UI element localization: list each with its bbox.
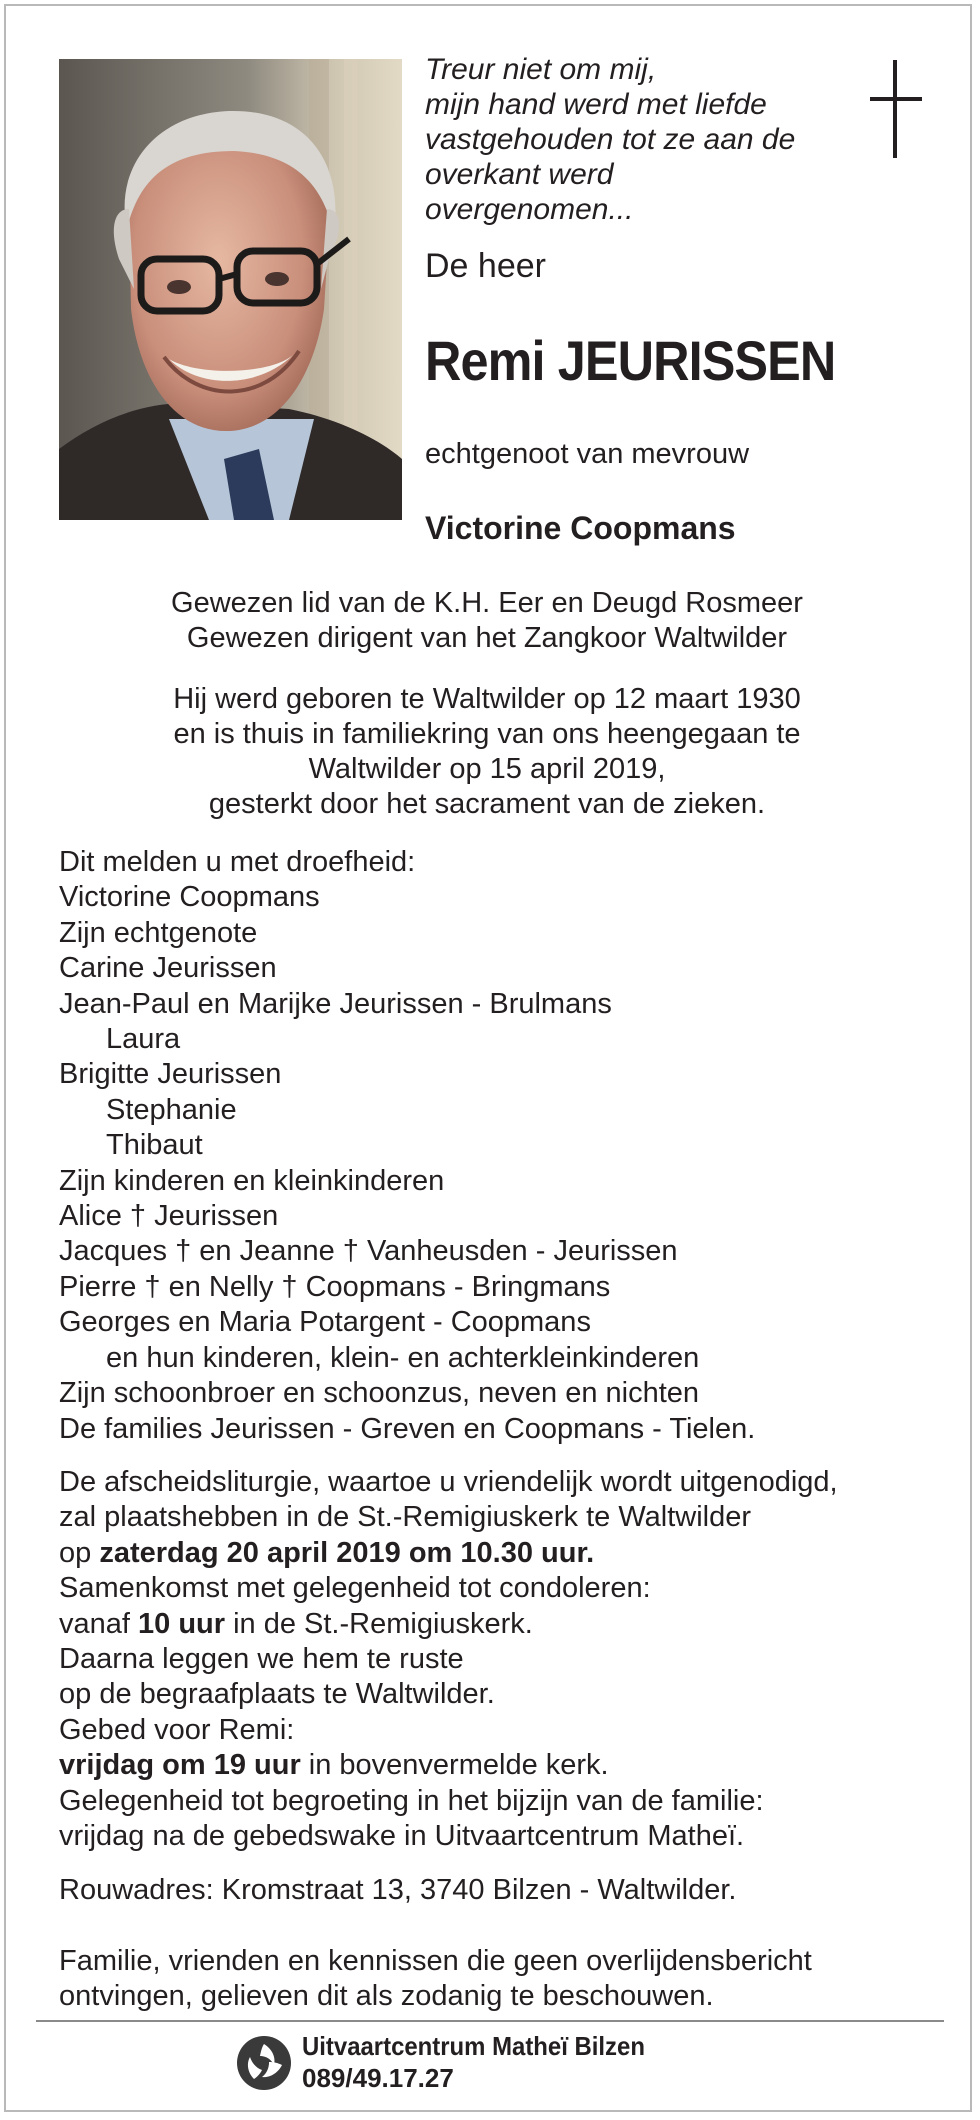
mourner-line: Georges en Maria Potargent - Coopmans <box>59 1306 591 1339</box>
funeral-date-line <box>59 1536 838 1571</box>
poem-line: mijn hand werd met liefde <box>425 88 767 121</box>
notice-line: ontvingen, gelieven dit als zodanig te beschouwen. <box>59 1980 714 2012</box>
notice-block <box>59 1944 812 2014</box>
mourners-list <box>59 845 755 1447</box>
life-line: Waltwilder op 15 april 2019, <box>308 753 666 785</box>
roles-block <box>59 586 915 656</box>
life-line: en is thuis in familiekring van ons heengegaan te <box>173 718 801 750</box>
funeral-home-logo-icon <box>236 2035 292 2091</box>
funeral-line: Samenkomst met gelegenheid tot condoleren: <box>59 1572 651 1605</box>
poem <box>425 52 865 227</box>
spouse-name: Victorine Coopmans <box>425 510 736 546</box>
spouse-intro: echtgenoot van mevrouw <box>425 438 750 470</box>
mourner-line: Zijn echtgenote <box>59 916 258 949</box>
funeral-line: op de begraafplaats te Waltwilder. <box>59 1678 495 1711</box>
mourner-line: Stephanie <box>106 1093 237 1126</box>
mourner-line: Zijn schoonbroer en schoonzus, neven en nichten <box>59 1377 700 1410</box>
footer-divider <box>36 2020 944 2022</box>
mourner-line: Pierre † en Nelly † Coopmans - Bringmans <box>59 1270 611 1303</box>
mourner-line: Carine Jeurissen <box>59 952 277 985</box>
role-line: Gewezen dirigent van het Zangkoor Waltwilder <box>186 622 788 654</box>
poem-line: overkant werd <box>425 158 614 191</box>
mourner-line: Zijn kinderen en kleinkinderen <box>59 1164 445 1197</box>
funeral-line: De afscheidsliturgie, waartoe u vriendelijk wordt uitgenodigd, <box>59 1466 838 1498</box>
life-block <box>59 682 915 822</box>
portrait-photo <box>59 59 402 520</box>
prayer-time: vrijdag om 19 uur <box>59 1749 301 1782</box>
prayer-suffix: in bovenvermelde kerk. <box>300 1749 609 1782</box>
funeral-line: vrijdag na de gebedswake in Uitvaartcentrum Matheï. <box>59 1820 745 1853</box>
mourner-line: Victorine Coopmans <box>59 881 320 914</box>
funeral-date: zaterdag 20 april 2019 om 10.30 uur. <box>99 1536 595 1569</box>
mourner-line: De families Jeurissen - Greven en Coopmans - Tielen. <box>59 1412 756 1445</box>
condolence-suffix: in de St.-Remigiuskerk. <box>225 1607 533 1640</box>
role-line: Gewezen lid van de K.H. Eer en Deugd Rosmeer <box>171 587 803 619</box>
funeral-line: Daarna leggen we hem te ruste <box>59 1643 464 1676</box>
mourner-line: Jacques † en Jeanne † Vanheusden - Jeurissen <box>59 1235 678 1268</box>
mourner-line: Jean-Paul en Marijke Jeurissen - Brulmans <box>59 987 612 1020</box>
mourner-line: Dit melden u met droefheid: <box>59 846 416 878</box>
notice-line: Familie, vrienden en kennissen die geen overlijdensbericht <box>59 1945 812 1977</box>
funeral-home-phone: 089/49.17.27 <box>302 2063 454 2093</box>
funeral-line: zal plaatshebben in de St.-Remigiuskerk te Waltwilder <box>59 1501 752 1534</box>
poem-line: vastgehouden tot ze aan de <box>425 123 796 156</box>
funeral-home-name: Uitvaartcentrum Matheï Bilzen <box>302 2031 645 2061</box>
deceased-name: Remi JEURISSEN <box>425 329 836 392</box>
funeral-line: Gebed voor Remi: <box>59 1713 295 1746</box>
mourner-line: Alice † Jeurissen <box>59 1200 279 1233</box>
honorific-title: De heer <box>425 247 546 285</box>
mourner-line: Brigitte Jeurissen <box>59 1058 282 1091</box>
condolence-time: 10 uur <box>138 1607 226 1640</box>
cross-icon <box>870 60 920 160</box>
life-line: gesterkt door het sacrament van de zieken. <box>208 788 766 820</box>
poem-line: Treur niet om mij, <box>425 53 657 86</box>
prayer-time-line <box>59 1748 838 1783</box>
funeral-date-prefix: op <box>59 1536 100 1569</box>
mourner-line: Thibaut <box>106 1129 203 1162</box>
funeral-line: Gelegenheid tot begroeting in het bijzijn van de familie: <box>59 1784 764 1817</box>
life-line: Hij werd geboren te Waltwilder op 12 maart 1930 <box>173 683 801 715</box>
mourner-line: en hun kinderen, klein- en achterkleinkinderen <box>106 1341 700 1374</box>
condolence-prefix: vanaf <box>59 1607 138 1640</box>
funeral-details <box>59 1465 838 1854</box>
mourning-address: Rouwadres: Kromstraat 13, 3740 Bilzen - Waltwilder. <box>59 1874 737 1906</box>
mourner-line: Laura <box>106 1023 181 1056</box>
poem-line: overgenomen... <box>425 193 634 226</box>
condolence-time-line <box>59 1607 838 1642</box>
